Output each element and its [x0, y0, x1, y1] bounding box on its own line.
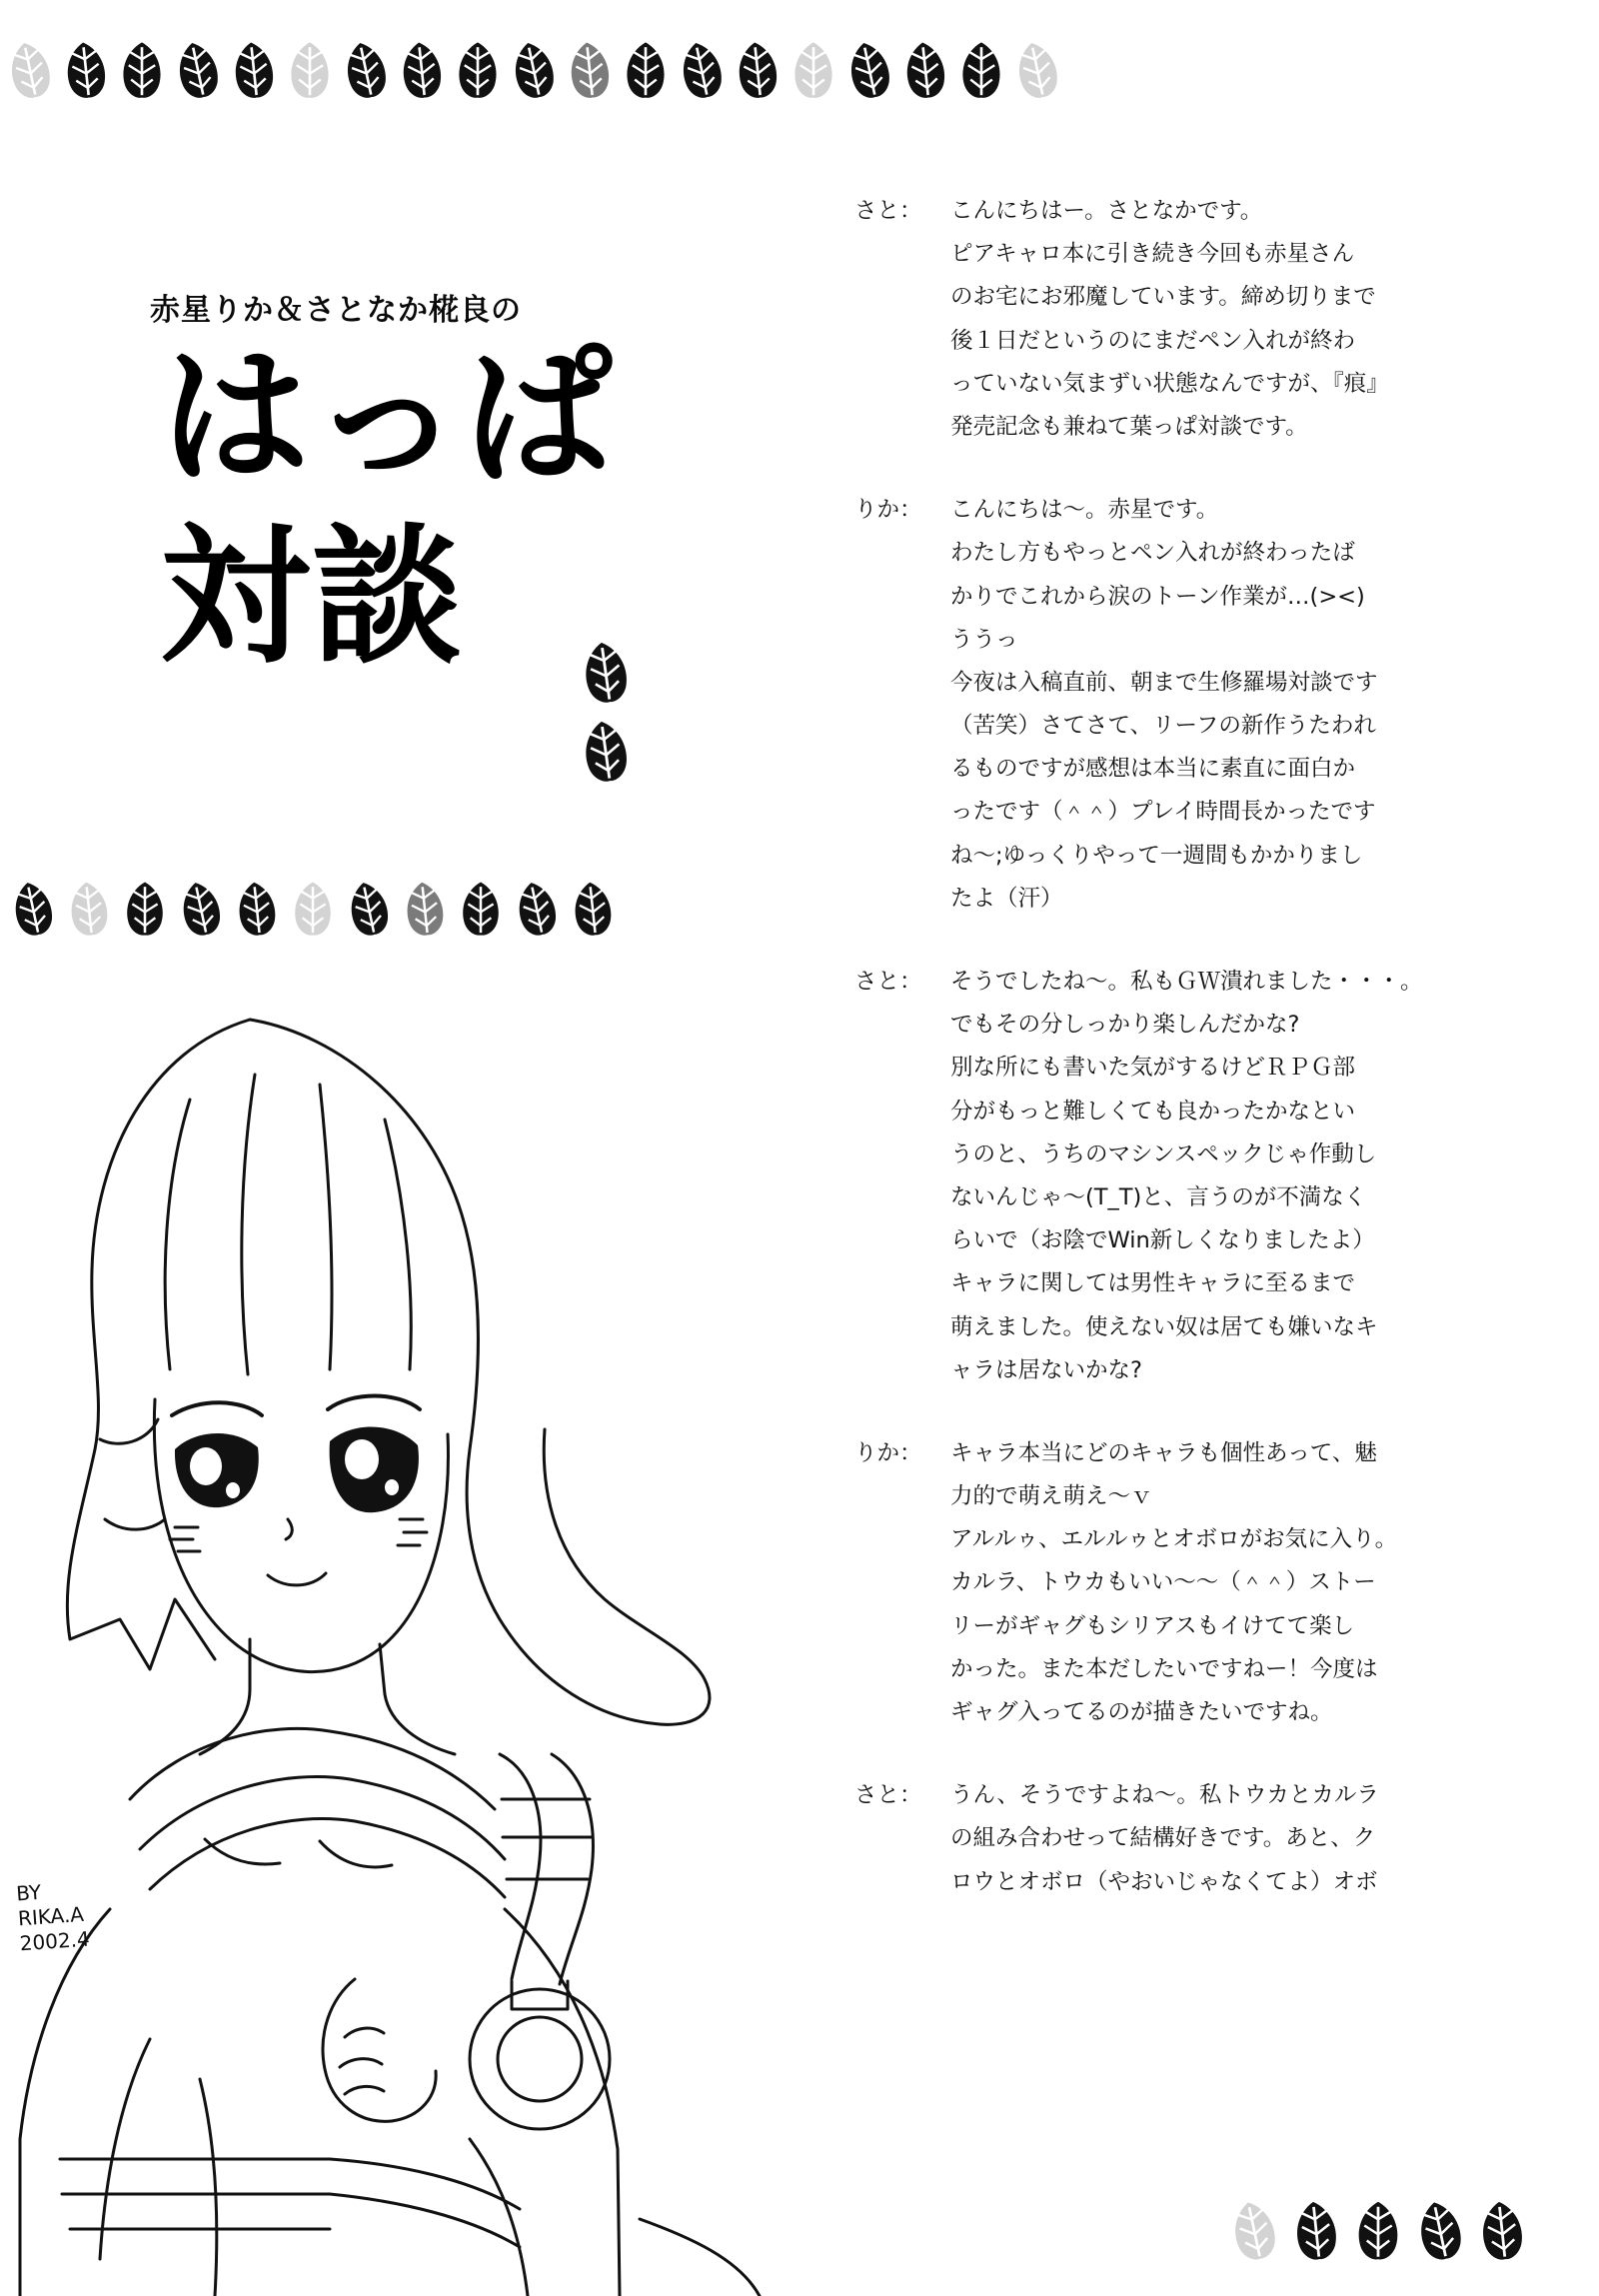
dialogue-line: るものですが感想は本当に素直に面白か	[950, 756, 1356, 783]
leaf-icon	[4, 876, 61, 942]
leaf-icon	[290, 880, 336, 938]
leaf-decoration-row-title	[10, 880, 616, 938]
dialogue-line: の組み合わせって結構好きです。あと、ク	[950, 1825, 1376, 1852]
dialogue-lines	[950, 190, 1554, 449]
title-main-line2-text: 対談	[160, 511, 465, 685]
leaf-icon	[454, 40, 502, 100]
leaf-icon	[1353, 2199, 1403, 2262]
leaf-icon	[1409, 2194, 1471, 2266]
dialogue-block	[854, 489, 1554, 921]
dialogue-line: っていない気まずい状態なんですが、『痕』	[950, 370, 1389, 397]
leaf-icon	[731, 38, 785, 103]
leaf-icon	[622, 40, 670, 100]
dialogue-line: （苦笑）さてさて、リーフの新作うたわれ	[950, 713, 1376, 740]
character-illustration	[0, 980, 800, 2296]
dialogue-line: うのと、うちのマシンスペックじゃ作動し	[950, 1141, 1377, 1167]
leaf-icon	[336, 36, 395, 105]
dialogue-line: ったです（＾＾）プレイ時間長かったです	[950, 799, 1376, 826]
dialogue-line: 萌えました。使えない奴は居ても嫌いなキ	[950, 1313, 1378, 1340]
dialogue-line: 後１日だというのにまだペン入れが終わ	[950, 327, 1356, 354]
dialogue-speaker: さと：	[854, 1782, 922, 1809]
dialogue-line: ね〜;ゆっくりやって一週間もかかりまし	[950, 842, 1363, 869]
dialogue-line: リーがギャグもシリアスもイけてて楽し	[950, 1612, 1355, 1639]
dialogue-line: こんにちはー。さとなかです。	[950, 198, 1263, 224]
leaf-icon	[957, 40, 1005, 100]
leaf-icon	[898, 38, 952, 103]
leaf-icon	[0, 36, 59, 105]
leaf-decoration-row-top	[0, 40, 1599, 100]
dialogue-line: らいで（お陰でWin新しくなりましたよ）	[950, 1227, 1375, 1254]
dialogue-speaker: さと：	[854, 969, 922, 995]
leaf-icon	[340, 876, 397, 942]
signature-line-1: BY	[15, 1879, 42, 1906]
dialogue-line: こんにちは〜。赤星です。	[950, 497, 1219, 524]
dialogue-line: ギャグ入ってるのが描きたいですね。	[950, 1699, 1333, 1725]
dialogue-line: ャラは居ないかな?	[950, 1356, 1142, 1383]
dialogue-line: アルルゥ、エルルゥとオボロがお気に入り。	[950, 1526, 1398, 1553]
leaf-icon	[790, 40, 837, 100]
dialogue-line: うん、そうですよね〜。私トウカとカルラ	[950, 1782, 1379, 1809]
dialogue-line: かった。また本だしたいですねー！今度は	[950, 1655, 1378, 1682]
leaf-icon	[118, 40, 166, 100]
leaf-icon	[122, 880, 168, 938]
leaf-icon	[576, 637, 637, 709]
leaf-icon	[227, 38, 281, 103]
dialogue-block	[854, 961, 1554, 1392]
dialogue-block	[854, 1774, 1554, 1904]
dialogue-line: キャラに関しては男性キャラに至るまで	[950, 1270, 1356, 1297]
title-main-line1: はっぱ	[160, 331, 617, 505]
leaf-icon	[286, 40, 334, 100]
leaf-icon	[672, 36, 731, 105]
leaf-icon	[508, 876, 565, 942]
leaf-icon	[1007, 36, 1066, 105]
title-main-line2	[160, 511, 790, 685]
dialogue-line: かりでこれから涙のトーン作業が…(><)	[950, 583, 1365, 610]
dialogue-lines	[950, 961, 1554, 1392]
dialogue-line: ピアキャロ本に引き続き今回も赤星さん	[950, 241, 1355, 268]
dialogue-column	[854, 190, 1554, 1944]
dialogue-line: キャラ本当にどのキャラも個性あって、魅	[950, 1439, 1377, 1466]
title-authors: 赤星りか＆さとなか椛良の	[150, 293, 522, 328]
leaf-icon	[63, 878, 115, 940]
leaf-icon	[458, 880, 504, 938]
dialogue-line: 発売記念も兼ねて葉っぱ対談です。	[950, 413, 1308, 440]
leaf-decoration-title-side	[580, 640, 632, 784]
dialogue-lines	[950, 1432, 1554, 1734]
signature-line-2: RIKA.A	[17, 1901, 85, 1931]
dialogue-line: でもその分しっかり楽しんだかな?	[950, 1012, 1300, 1039]
dialogue-line: 力的で萌え萌え〜ｖ	[950, 1483, 1153, 1510]
dialogue-line: ううっ	[950, 626, 1018, 653]
leaf-decoration-row-bottom	[1229, 2199, 1527, 2262]
leaf-icon	[504, 36, 563, 105]
dialogue-lines	[950, 1774, 1554, 1904]
leaf-icon	[839, 36, 898, 105]
leaf-icon	[395, 38, 449, 103]
dialogue-line: 分がもっと難しくても良かったかなとい	[950, 1098, 1356, 1125]
leaf-icon	[567, 878, 619, 940]
dialogue-line: たよ（汗）	[950, 885, 1063, 912]
dialogue-line: そうでしたね〜。私もＧＷ潰れました・・・。	[950, 969, 1423, 995]
artist-signature	[15, 1877, 90, 1957]
dialogue-line: ロウとオボロ（やおいじゃなくてよ）オボ	[950, 1868, 1378, 1895]
leaf-icon	[399, 878, 451, 940]
dialogue-line: わたし方もやっとペン入れが終わったば	[950, 540, 1355, 567]
dialogue-line: カルラ、トウカもいい〜〜（＾＾）ストー	[950, 1569, 1376, 1596]
leaf-icon	[168, 36, 227, 105]
dialogue-line: 別な所にも書いた気がするけどＲＰＧ部	[950, 1055, 1356, 1082]
leaf-icon	[576, 716, 637, 788]
dialogue-line: 今夜は入稿直前、朝まで生修羅場対談です	[950, 669, 1378, 696]
dialogue-line: のお宅にお邪魔しています。締め切りまで	[950, 284, 1376, 311]
leaf-icon	[172, 876, 229, 942]
leaf-icon	[1223, 2194, 1285, 2266]
leaf-icon	[563, 38, 617, 103]
dialogue-speaker: りか：	[854, 1439, 922, 1466]
leaf-icon	[59, 38, 113, 103]
dialogue-speaker: りか：	[854, 497, 922, 524]
dialogue-speaker: さと：	[854, 198, 922, 224]
dialogue-lines	[950, 489, 1554, 921]
leaf-icon	[1474, 2197, 1530, 2265]
dialogue-block	[854, 1432, 1554, 1734]
dialogue-line: ないんじゃ〜(T_T)と、言うのが不満なく	[950, 1183, 1367, 1210]
signature-line-3: 2002.4	[18, 1926, 91, 1956]
title-block	[150, 285, 790, 685]
dialogue-block	[854, 190, 1554, 449]
leaf-icon	[1288, 2197, 1344, 2265]
leaf-icon	[231, 878, 283, 940]
